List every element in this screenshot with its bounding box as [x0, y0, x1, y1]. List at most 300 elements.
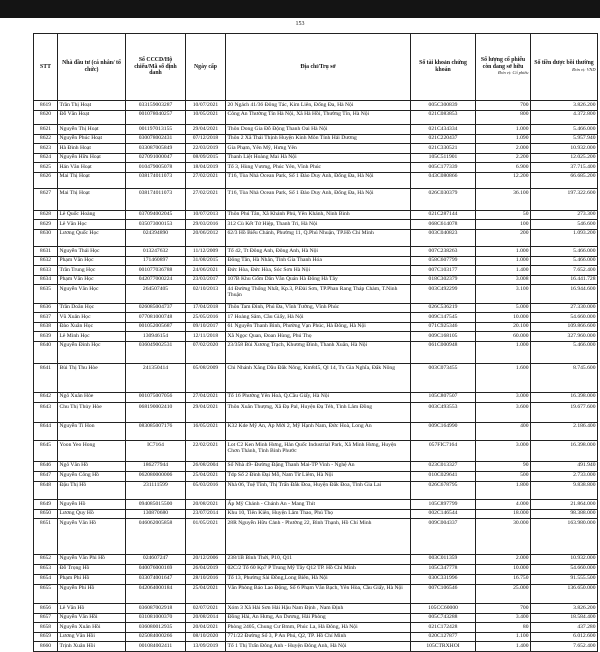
- cell-investor-name: Chu Thị Thủy Hòe: [58, 403, 126, 423]
- cell-amount: 5.466.000: [531, 341, 598, 364]
- cell-amount: 7.652.400: [531, 266, 598, 276]
- cell-address: Thôn Phú Tân, Xã Khánh Phú, Yên Khánh, Ninh Bình: [226, 210, 411, 220]
- cell-id-number: 001078040257: [126, 110, 186, 125]
- cell-id-number: 035073000153: [126, 220, 186, 230]
- cell-investor-name: Nguyễn Thái Học: [58, 247, 126, 257]
- cell-amount: 16.944.600: [531, 285, 598, 304]
- cell-account-number: 003C040823: [411, 229, 476, 247]
- cell-shares: 2.000: [476, 144, 531, 154]
- cell-amount: 10.932.000: [531, 144, 598, 154]
- table-row: [34, 110, 598, 125]
- cell-investor-name: Nguyễn Phi Hồ: [58, 584, 126, 604]
- cell-shares: 4.000: [476, 500, 531, 510]
- cell-address: Tổ 42, Tt Đông Anh, Đông Anh, Hà Nội: [226, 247, 411, 257]
- cell-shares: 700: [476, 604, 531, 614]
- table-row: [34, 189, 598, 211]
- table-row: [34, 332, 598, 342]
- header-shares: [476, 34, 531, 101]
- cell-issue-date: 10/05/2021: [186, 110, 226, 125]
- cell-investor-name: Ngô Xuân Hòe: [58, 392, 126, 403]
- cell-address: Đồng Hải, An Hưng, An Dương, Hải Phòng: [226, 613, 411, 623]
- cell-issue-date: 02/07/2021: [186, 604, 226, 614]
- cell-id-number: 062080000006: [126, 471, 186, 481]
- cell-issue-date: 22/02/2021: [186, 441, 226, 462]
- cell-stt: 8659: [34, 632, 58, 642]
- cell-issue-date: 05/03/2016: [186, 481, 226, 500]
- cell-amount: 546.600: [531, 220, 598, 230]
- cell-stt: 8655: [34, 584, 58, 604]
- cell-issue-date: 26/08/2004: [186, 461, 226, 471]
- cell-id-number: 033159003287: [126, 101, 186, 111]
- cell-amount: 5.466.000: [531, 256, 598, 266]
- cell-shares: 25.000: [476, 584, 531, 604]
- cell-stt: 8623: [34, 144, 58, 154]
- cell-stt: 8640: [34, 341, 58, 364]
- header-shares-unit: Đơn vị: Cổ phiếu: [497, 70, 529, 76]
- cell-address: 02C/2 Tổ 60 Kp7 P Trung Mỹ Tây Q12 TP. Hồ Chí Minh: [226, 564, 411, 574]
- cell-account-number: 003C493553: [411, 403, 476, 423]
- cell-amount: 136.650.000: [531, 584, 598, 604]
- cell-address: K32 Kde Mỹ An, Ấp Mới 2, Mỹ Hạnh Nam, Đức Hoà, Long An: [226, 422, 411, 441]
- cell-issue-date: 29/03/2016: [186, 220, 226, 230]
- cell-shares: 400: [476, 422, 531, 441]
- table-row: [34, 125, 598, 135]
- cell-shares: 3.400: [476, 613, 531, 623]
- table-row: [34, 632, 598, 642]
- cell-account-number: 009C004337: [411, 519, 476, 555]
- cell-investor-name: Đỗ Trọng Hồ: [58, 564, 126, 574]
- header-address: Địa chỉ/Trụ sở: [226, 34, 411, 101]
- cell-id-number: 083085007176: [126, 422, 186, 441]
- cell-account-number: 002C146544: [411, 509, 476, 519]
- cell-investor-name: Đỗ Văn Hoạt: [58, 110, 126, 125]
- cell-stt: 8625: [34, 163, 58, 173]
- cell-issue-date: 11/12/2009: [186, 247, 226, 257]
- cell-stt: 8619: [34, 101, 58, 111]
- cell-id-number: 264507405: [126, 285, 186, 304]
- cell-account-number: 021C330521: [411, 144, 476, 154]
- cell-id-number: 030078002431: [126, 134, 186, 144]
- cell-id-number: 024607247: [126, 554, 186, 564]
- cell-id-number: 038174011073: [126, 189, 186, 211]
- cell-account-number: 058C607799: [411, 256, 476, 266]
- cell-stt: 8633: [34, 266, 58, 276]
- cell-shares: 1.000: [476, 256, 531, 266]
- cell-address: 28R Nguyễn Hữu Cảnh - Phường 22, Bình Thạnh, Hồ Chí Minh: [226, 519, 411, 555]
- cell-account-number: 105C897799: [411, 500, 476, 510]
- cell-account-number: 105CTRXHOI: [411, 642, 476, 652]
- cell-shares: 90: [476, 461, 531, 471]
- cell-issue-date: 10/07/2021: [186, 101, 226, 111]
- cell-shares: 1.000: [476, 247, 531, 257]
- cell-issue-date: 29/04/2021: [186, 125, 226, 135]
- cell-address: Thôn 2 Xã Thái Thịnh Huyện Kinh Môn Tỉnh Hải Dương: [226, 134, 411, 144]
- cell-address: Tổ 1 Thị Trấn Đông Anh - Huyện Đông Anh, Hà Nội: [226, 642, 411, 652]
- cell-shares: 20.100: [476, 322, 531, 332]
- cell-amount: 109.866.600: [531, 322, 598, 332]
- cell-stt: 8643: [34, 403, 58, 423]
- cell-account-number: 026C030379: [411, 189, 476, 211]
- cell-account-number: 009C147545: [411, 313, 476, 323]
- cell-investor-name: Lê Minh Học: [58, 332, 126, 342]
- cell-address: 771/22 Đường Số 3, P An Phú, Q2, TP. Hồ Chí Minh: [226, 632, 411, 642]
- cell-shares: 3.600: [476, 403, 531, 423]
- cell-stt: 8637: [34, 313, 58, 323]
- cell-stt: 8639: [34, 332, 58, 342]
- cell-investor-name: Phạm Văn Học: [58, 256, 126, 266]
- table-row: [34, 229, 598, 247]
- cell-investor-name: Nguyễn Xuân Hồi: [58, 623, 126, 633]
- cell-amount: 3.826.200: [531, 604, 598, 614]
- cell-investor-name: Hà Đình Hoạt: [58, 144, 126, 154]
- cell-stt: 8656: [34, 604, 58, 614]
- cell-issue-date: 24/06/2021: [186, 266, 226, 276]
- cell-account-number: 020C127877: [411, 632, 476, 642]
- cell-stt: 8621: [34, 125, 58, 135]
- header-stt: STT: [34, 34, 58, 101]
- table-row: [34, 461, 598, 471]
- cell-address: T16, Tòa Nhà Ocean Park, Số 1 Đào Duy Anh, Đống Đa, Hà Nội: [226, 172, 411, 189]
- cell-address: Lot C2 Ken Minh Hưng, Hàn Quốc Industrial Park, Xã Minh Hưng, Huyện Chơn Thành, Tỉnh Bình Phước: [226, 441, 411, 462]
- table-row: [34, 101, 598, 111]
- cell-shares: 1.400: [476, 266, 531, 276]
- cell-address: 23/358 Bùi Xương Trạch, Khương Đình, Thanh Xuân, Hà Nội: [226, 341, 411, 364]
- cell-id-number: 042064000184: [126, 584, 186, 604]
- cell-issue-date: 12/11/2018: [186, 332, 226, 342]
- cell-investor-name: Lê Văn Hồ: [58, 604, 126, 614]
- cell-amount: 98.388.000: [531, 509, 598, 519]
- cell-issue-date: 23/03/2017: [186, 275, 226, 285]
- cell-investor-name: Nguyễn Thị Hoạt: [58, 125, 126, 135]
- cell-account-number: 005C743288: [411, 613, 476, 623]
- cell-shares: 200: [476, 229, 531, 247]
- cell-issue-date: 20/04/2021: [186, 623, 226, 633]
- cell-account-number: 021C220437: [411, 134, 476, 144]
- cell-account-number: 043C080866: [411, 172, 476, 189]
- cell-stt: 8657: [34, 613, 58, 623]
- header-amount-unit: Đơn vị: VND: [572, 67, 596, 72]
- cell-issue-date: 17/04/2018: [186, 303, 226, 313]
- cell-id-number: 130870680: [126, 509, 186, 519]
- cell-amount: 1.093.200: [531, 229, 598, 247]
- cell-issue-date: 02/10/2013: [186, 285, 226, 304]
- cell-shares: 1.100: [476, 632, 531, 642]
- table-row: [34, 519, 598, 555]
- cell-shares: 100: [476, 220, 531, 230]
- cell-shares: 6.900: [476, 163, 531, 173]
- cell-account-number: 007C238263: [411, 247, 476, 257]
- cell-shares: 10.000: [476, 313, 531, 323]
- cell-stt: 8654: [34, 574, 58, 584]
- cell-issue-date: 28/10/2016: [186, 574, 226, 584]
- table-row: [34, 604, 598, 614]
- cell-issue-date: 27/02/2021: [186, 189, 226, 211]
- cell-account-number: 105C807507: [411, 392, 476, 403]
- table-row: [34, 554, 598, 564]
- cell-address: Xóm 3 Xã Hải Sơn Hải Hậu Nam Định , Nam Định: [226, 604, 411, 614]
- cell-stt: 8646: [34, 461, 58, 471]
- cell-address: Phòng 2405, Chung Cư Bmm, Phúc La, Hà Đông, Hà Nội: [226, 623, 411, 633]
- cell-account-number: 021C434334: [411, 125, 476, 135]
- cell-issue-date: 29/04/2021: [186, 403, 226, 423]
- cell-id-number: 001075007056: [126, 392, 186, 403]
- cell-address: Tổ 16 Phường Yên Hoà, Q.Cầu Giấy, Hà Nội: [226, 392, 411, 403]
- cell-address: Ấp Mỹ Chánh - Chánh An - Mang Thít: [226, 500, 411, 510]
- cell-id-number: 037094002045: [126, 210, 186, 220]
- cell-issue-date: 07/02/2020: [186, 341, 226, 364]
- table-row: [34, 144, 598, 154]
- cell-account-number: 003C011359: [411, 554, 476, 564]
- header-issue-date: Ngày cấp: [186, 34, 226, 101]
- cell-stt: 8624: [34, 153, 58, 163]
- cell-id-number: 031081000370: [126, 613, 186, 623]
- cell-investor-name: Vũ Xuân Học: [58, 313, 126, 323]
- cell-id-number: 027091000047: [126, 153, 186, 163]
- cell-address: Chi Nhánh Xăng Dầu Đắk Nông, Km845, Ql 14, Tx Gia Nghĩa, Đắk Nông: [226, 364, 411, 393]
- cell-investor-name: Nguyễn Văn Phi Hồ: [58, 554, 126, 564]
- cell-amount: 437.280: [531, 623, 598, 633]
- cell-id-number: 013247632: [126, 247, 186, 257]
- cell-shares: 700: [476, 101, 531, 111]
- shareholder-compensation-table: [33, 33, 598, 652]
- table-row: [34, 247, 598, 257]
- cell-address: Đức Hòa, Đức Hòa, Sóc Sơn Hà Nội: [226, 266, 411, 276]
- cell-address: Đông Tân, Hà Nhân, Tỉnh Gia Thanh Hóa: [226, 256, 411, 266]
- cell-id-number: 025084000266: [126, 632, 186, 642]
- cell-address: 62/3 Hồ Biểu Chánh, Phường 11, Q.Phú Nhuận, TP.Hồ Chí Minh: [226, 229, 411, 247]
- cell-issue-date: 20/06/2012: [186, 229, 226, 247]
- header-id-number: Số CCCD/Hộ chiếu/Mã số định danh: [126, 34, 186, 101]
- cell-amount: 6.012.600: [531, 632, 598, 642]
- cell-investor-name: Trịnh Xuân Hồi: [58, 642, 126, 652]
- cell-stt: 8631: [34, 247, 58, 257]
- cell-issue-date: 07/12/2018: [186, 134, 226, 144]
- cell-investor-name: Lương Quốc Học: [58, 229, 126, 247]
- cell-account-number: 007C106546: [411, 584, 476, 604]
- table-row: [34, 392, 598, 403]
- cell-address: 312 Cù Kết Tứ Hiệp, Thanh Trì, Hà Nội: [226, 220, 411, 230]
- cell-account-number: 023C013327: [411, 461, 476, 471]
- cell-id-number: 036087002918: [126, 604, 186, 614]
- cell-investor-name: Yoon Yeo Hong: [58, 441, 126, 462]
- cell-address: 20 Ngách 41/36 Đông Tác, Kim Liên, Đống Đa, Hà Nội: [226, 101, 411, 111]
- cell-issue-date: 26/04/2019: [186, 564, 226, 574]
- cell-address: Công An Thường Tín Hà Nội, Xã Hà Hồi, Thường Tín, Hà Nội: [226, 110, 411, 125]
- cell-issue-date: 25/05/2016: [186, 313, 226, 323]
- cell-amount: 273.300: [531, 210, 598, 220]
- cell-amount: 7.652.400: [531, 642, 598, 652]
- cell-account-number: 009C164990: [411, 422, 476, 441]
- cell-stt: 8645: [34, 441, 58, 462]
- table-row: [34, 303, 598, 313]
- cell-issue-date: 27/02/2021: [186, 172, 226, 189]
- cell-amount: 8.745.600: [531, 364, 598, 393]
- cell-account-number: 021C083853: [411, 110, 476, 125]
- cell-investor-name: Mai Thị Hoạt: [58, 172, 126, 189]
- cell-shares: 2.200: [476, 153, 531, 163]
- cell-account-number: 021C287144: [411, 210, 476, 220]
- cell-shares: 5.000: [476, 303, 531, 313]
- cell-id-number: 001052005687: [126, 322, 186, 332]
- cell-investor-name: Nguyễn Văn Hồ: [58, 519, 126, 555]
- cell-shares: 12.200: [476, 172, 531, 189]
- cell-issue-date: 22/03/2019: [186, 144, 226, 154]
- cell-amount: 327.960.000: [531, 332, 598, 342]
- cell-id-number: 024394890: [126, 229, 186, 247]
- cell-amount: 2.186.400: [531, 422, 598, 441]
- cell-investor-name: Phạm Phi Hồ: [58, 574, 126, 584]
- cell-shares: 1.000: [476, 341, 531, 364]
- cell-amount: 197.322.600: [531, 189, 598, 211]
- cell-address: Gia Phạm, Yên Mỹ, Hưng Yên: [226, 144, 411, 154]
- cell-amount: 19.677.600: [531, 403, 598, 423]
- cell-address: 17 Hoàng Sâm, Cầu Giấy, Hà Nội: [226, 313, 411, 323]
- cell-investor-name: Lương Văn Hồi: [58, 632, 126, 642]
- cell-stt: 8620: [34, 110, 58, 125]
- cell-address: 107B Khu Gốm Dân Văn Quán Hà Đông Hà Tây: [226, 275, 411, 285]
- cell-id-number: 033074001647: [126, 574, 186, 584]
- table-row: [34, 471, 598, 481]
- cell-id-number: 010479005078: [126, 163, 186, 173]
- cell-shares: 1.800: [476, 481, 531, 500]
- cell-shares: 2.000: [476, 554, 531, 564]
- cell-address: 61 Nguyễn Thanh Bình, Phường Vạn Phúc, Hà Đông, Hà Nội: [226, 322, 411, 332]
- cell-stt: 8636: [34, 303, 58, 313]
- cell-investor-name: Lê Văn Học: [58, 220, 126, 230]
- cell-account-number: 071C925346: [411, 322, 476, 332]
- cell-account-number: 057FIC7164: [411, 441, 476, 462]
- cell-investor-name: Trần Thị Hoạt: [58, 101, 126, 111]
- cell-stt: 8651: [34, 519, 58, 555]
- table-header-row: [34, 34, 598, 101]
- table-row: [34, 509, 598, 519]
- cell-issue-date: 20/08/2021: [186, 500, 226, 510]
- cell-stt: 8652: [34, 554, 58, 564]
- cell-stt: 8632: [34, 256, 58, 266]
- cell-address: Khu 10, Tiên Kiên, Huyện Lâm Thao, Phú Thọ: [226, 509, 411, 519]
- cell-investor-name: Nguyễn Văn Hồi: [58, 613, 126, 623]
- cell-issue-date: 13/09/2019: [186, 642, 226, 652]
- cell-account-number: 003C073455: [411, 364, 476, 393]
- page-number: 153: [295, 21, 305, 27]
- cell-shares: 80: [476, 623, 531, 633]
- cell-stt: 8635: [34, 285, 58, 304]
- cell-shares: 3.100: [476, 285, 531, 304]
- cell-account-number: 030C331996: [411, 574, 476, 584]
- viewer-top-bar: [0, 0, 600, 18]
- cell-id-number: 046062005858: [126, 519, 186, 555]
- cell-amount: 54.660.000: [531, 564, 598, 574]
- cell-issue-date: 16/05/2021: [186, 422, 226, 441]
- table-row: [34, 441, 598, 462]
- cell-amount: 16.441.728: [531, 275, 598, 285]
- header-amount: [531, 34, 598, 101]
- cell-account-number: 007C103177: [411, 266, 476, 276]
- cell-investor-name: Trần Trung Học: [58, 266, 126, 276]
- cell-stt: 8650: [34, 509, 58, 519]
- cell-amount: 3.826.200: [531, 101, 598, 111]
- cell-investor-name: Nguyễn Phúc Hoạt: [58, 134, 126, 144]
- cell-issue-date: 08/09/2015: [186, 153, 226, 163]
- cell-account-number: 018C302379: [411, 275, 476, 285]
- cell-investor-name: Ngô Văn Hồ: [58, 461, 126, 471]
- cell-amount: 12.025.200: [531, 153, 598, 163]
- table-row: [34, 172, 598, 189]
- cell-issue-date: 27/04/2021: [186, 392, 226, 403]
- cell-id-number: IC7164: [126, 441, 186, 462]
- cell-amount: 21.864.000: [531, 500, 598, 510]
- cell-stt: 8630: [34, 229, 58, 247]
- table-row: [34, 584, 598, 604]
- cell-shares: 10.000: [476, 564, 531, 574]
- cell-address: T16, Tòa Nhà Ocean Park, Số 1 Đào Duy Anh, Đống Đa, Hà Nội: [226, 189, 411, 211]
- cell-address: Tổ 13, Phường Sài Đồng,Long Biên, Hà Nội: [226, 574, 411, 584]
- table-row: [34, 623, 598, 633]
- cell-id-number: 077081000748: [126, 313, 186, 323]
- cell-amount: 10.932.000: [531, 554, 598, 564]
- table-row: [34, 256, 598, 266]
- cell-stt: 8660: [34, 642, 58, 652]
- cell-address: Thôn Xuân Thượng, Xã Đạ Pal, Huyện Đạ Tẻh, Tỉnh Lâm Đồng: [226, 403, 411, 423]
- cell-stt: 8642: [34, 392, 58, 403]
- cell-investor-name: Nguyễn Hữu Hoạt: [58, 153, 126, 163]
- cell-investor-name: Mai Thị Hoạt: [58, 189, 126, 211]
- cell-account-number: 026C536219: [411, 303, 476, 313]
- table-row: [34, 574, 598, 584]
- table-row: [34, 322, 598, 332]
- cell-amount: 5.466.000: [531, 125, 598, 135]
- cell-amount: 37.715.400: [531, 163, 598, 173]
- cell-stt: 8627: [34, 189, 58, 211]
- cell-issue-date: 01/05/2021: [186, 519, 226, 555]
- cell-id-number: 001197013155: [126, 125, 186, 135]
- cell-account-number: 005C300839: [411, 101, 476, 111]
- cell-stt: 8629: [34, 220, 58, 230]
- cell-id-number: 033087005849: [126, 144, 186, 154]
- cell-issue-date: 05/08/2009: [186, 364, 226, 393]
- cell-issue-date: 23/07/2014: [186, 509, 226, 519]
- cell-investor-name: Hán Văn Hoạt: [58, 163, 126, 173]
- cell-amount: 91.555.500: [531, 574, 598, 584]
- table-row: [34, 403, 598, 423]
- cell-amount: 54.660.000: [531, 313, 598, 323]
- cell-id-number: 042077000224: [126, 275, 186, 285]
- cell-amount: 16.398.000: [531, 441, 598, 462]
- cell-investor-name: Nguyễn Tí Hon: [58, 422, 126, 441]
- cell-shares: 500: [476, 471, 531, 481]
- cell-id-number: 241350414: [126, 364, 186, 393]
- cell-investor-name: Lê Quốc Hoàng: [58, 210, 126, 220]
- cell-amount: 27.330.000: [531, 303, 598, 313]
- cell-shares: 36.100: [476, 189, 531, 211]
- table-row: [34, 134, 598, 144]
- cell-shares: 1.600: [476, 364, 531, 393]
- table-row: [34, 341, 598, 364]
- cell-issue-date: 20/08/2014: [186, 613, 226, 623]
- cell-address: Số Nhà 49- Đường Đặng Thanh Mai-TP Vinh - Nghệ An: [226, 461, 411, 471]
- cell-account-number: 026C678795: [411, 481, 476, 500]
- table-row: [34, 613, 598, 623]
- cell-amount: 9.838.800: [531, 481, 598, 500]
- cell-shares: 30.000: [476, 519, 531, 555]
- cell-id-number: 068190002410: [126, 403, 186, 423]
- cell-address: Xã Ngọc Quan, Đoan Hùng, Phú Thọ: [226, 332, 411, 342]
- cell-account-number: 021C172428: [411, 623, 476, 633]
- cell-issue-date: 09/10/2017: [186, 322, 226, 332]
- table-row: [34, 266, 598, 276]
- cell-shares: 1.400: [476, 642, 531, 652]
- cell-stt: 8647: [34, 471, 58, 481]
